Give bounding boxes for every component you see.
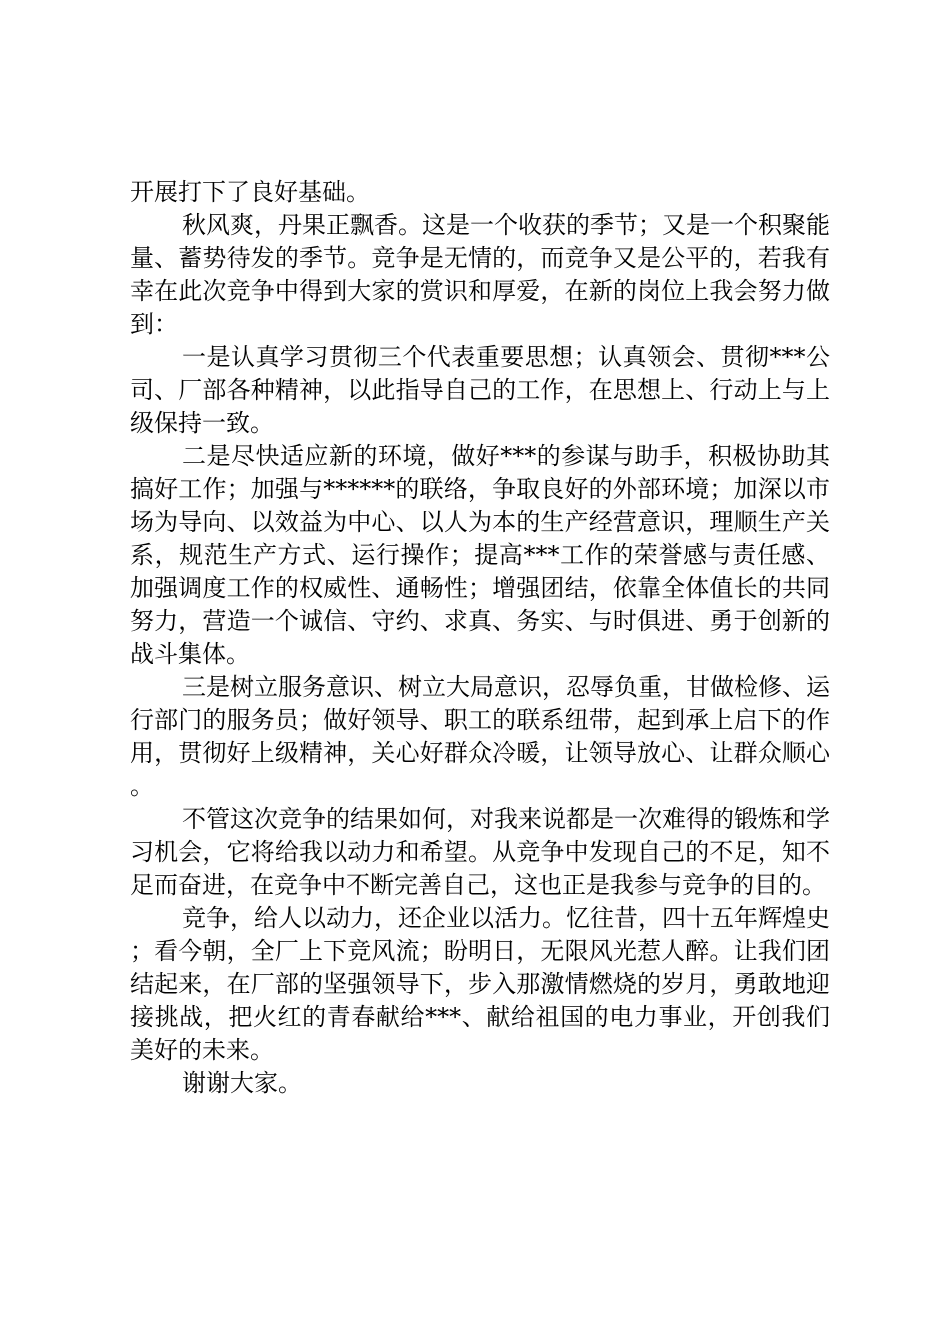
document-page — [130, 176, 830, 1100]
paragraph-point-three: 三是树立服务意识、树立大局意识，忍辱负重，甘做检修、运行部门的服务员；做好领导、职工的联系纽带，起到承上启下的作用，贯彻好上级精神，关心好群众冷暖，让领导放心、让群众顺心。 — [130, 673, 830, 800]
paragraph-autumn: 秋风爽，丹果正飘香。这是一个收获的季节；又是一个积聚能量、蓄势待发的季节。竞争是无情的，而竞争又是公平的，若我有幸在此次竞争中得到大家的赏识和厚爱，在新的岗位上我会努力做到： — [130, 211, 830, 338]
paragraph-result: 不管这次竞争的结果如何，对我来说都是一次难得的锻炼和学习机会，它将给我以动力和希望。从竞争中发现自己的不足，知不足而奋进，在竞争中不断完善自己，这也正是我参与竞争的目的。 — [130, 805, 830, 899]
paragraph-competition: 竞争，给人以动力，还企业以活力。忆往昔，四十五年辉煌史；看今朝，全厂上下竞风流；盼明日，无限风光惹人醉。让我们团结起来，在厂部的坚强领导下，步入那激情燃烧的岁月，勇敢地迎接挑战，把火红的青春献给***、献给祖国的电力事业，开创我们美好的未来。 — [130, 904, 830, 1064]
paragraph-continuation: 开展打下了良好基础。 — [130, 178, 370, 206]
paragraph-thanks: 谢谢大家。 — [182, 1069, 302, 1097]
paragraph-point-two: 二是尽快适应新的环境，做好***的参谋与助手，积极协助其搞好工作；加强与******的联络，争取良好的外部环境；加深以市场为导向、以效益为中心、以人为本的生产经营意识，理顺生产关系，规范生产方式、运行操作；提高***工作的荣誉感与责任感、加强调度工作的权威性、通畅性；增强团结，依靠全体值长的共同努力，营造一个诚信、守约、求真、务实、与时俱进、勇于创新的战斗集体。 — [130, 442, 830, 668]
paragraph-point-one: 一是认真学习贯彻三个代表重要思想；认真领会、贯彻***公司、厂部各种精神，以此指导自己的工作，在思想上、行动上与上级保持一致。 — [130, 343, 830, 437]
